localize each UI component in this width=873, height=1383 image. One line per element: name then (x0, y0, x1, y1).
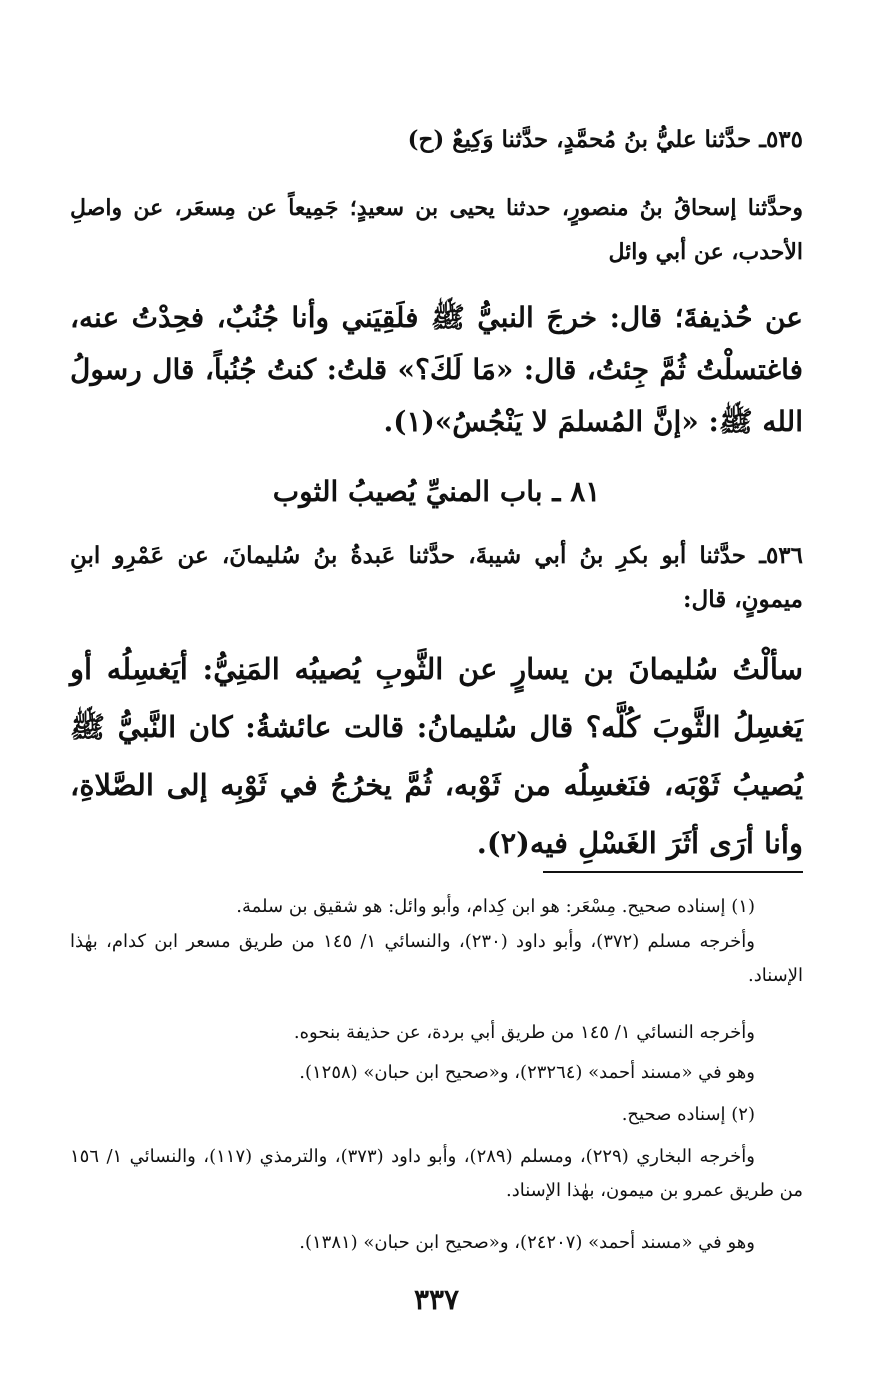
footnote-1-paragraph-2: وأخرجه مسلم (٣٧٢)، وأبو داود (٢٣٠)، والنسائي ١/ ١٤٥ من طريق مسعر ابن كدام، بهٰذا الإسناد. (70, 931, 803, 986)
hadith-535-isnad-continuation: وحدَّثنا إسحاقُ بنُ منصورٍ، حدثنا يحيى بن سعيدٍ؛ جَمِيعاً عن مِسعَر، عن واصلِ الأحدب، عن أبي وائل (70, 195, 803, 265)
footnote-2-paragraph-2: وأخرجه البخاري (٢٢٩)، ومسلم (٢٨٩)، وأبو داود (٣٧٣)، والترمذي (١١٧)، والنسائي ١/ ١٥٦ من طريق عمرو بن ميمون، بهٰذا الإسناد. (70, 1146, 803, 1201)
footnote-1-line-4: وهو في «مسند أحمد» (٢٣٢٦٤)، و«صحيح ابن حبان» (١٢٥٨). (299, 1062, 755, 1083)
hadith-535-isnad-line: ٥٣٥ـ حدَّثنا عليُّ بنُ مُحمَّدٍ، حدَّثنا وَكِيعٌ (ح) (407, 126, 803, 153)
footnote-2-line-1: (٢) إسناده صحيح. (621, 1104, 755, 1125)
footnote-separator (543, 871, 803, 873)
page-number: ٣٣٧ (413, 1283, 460, 1316)
hadith-536-matn: سألْتُ سُليمانَ بن يسارٍ عن الثَّوبِ يُصيبُه المَنِيُّ: أيَغسِلُه أو يَغسِلُ الثَّوبَ كُلَّه؟ قال سُليمانُ: قالت عائشةُ: كان النَّبيُّ ﷺ يُصيبُ ثَوْبَه، فنَغسِلُه من ثَوْبه، ثُمَّ يخرُجُ في ثَوْبِه إلى الصَّلاةِ، وأنا أرَى أثَرَ الغَسْلِ فيه(٢). (70, 652, 803, 860)
hadith-536-isnad: ٥٣٦ـ حدَّثنا أبو بكرِ بنُ أبي شيبةَ، حدَّثنا عَبدةُ بنُ سُليمانَ، عن عَمْرِو ابنِ ميمونٍ، قال: (70, 542, 803, 613)
footnote-1-line-3: وأخرجه النسائي ١/ ١٤٥ من طريق أبي بردة، عن حذيفة بنحوه. (293, 1022, 755, 1043)
hadith-535-matn: عن حُذيفةَ؛ قال: خرجَ النبيُّ ﷺ فلَقِيَني وأنا جُنُبٌ، فحِدْتُ عنه، فاغتسلْتُ ثُمَّ جِئتُ، قال: «مَا لَكَ؟» قلتُ: كنتُ جُنُباً، قال رسولُ الله ﷺ: «إنَّ المُسلمَ لا يَنْجُسُ»(١). (70, 301, 803, 438)
chapter-heading: ٨١ ـ باب المنيِّ يُصيبُ الثوب (272, 475, 601, 508)
footnote-1-line-1: (١) إسناده صحيح. مِسْعَر: هو ابن كِدام، وأبو وائل: هو شقيق بن سلمة. (236, 896, 755, 917)
footnote-2-line-3: وهو في «مسند أحمد» (٢٤٢٠٧)، و«صحيح ابن حبان» (١٣٨١). (299, 1232, 755, 1253)
